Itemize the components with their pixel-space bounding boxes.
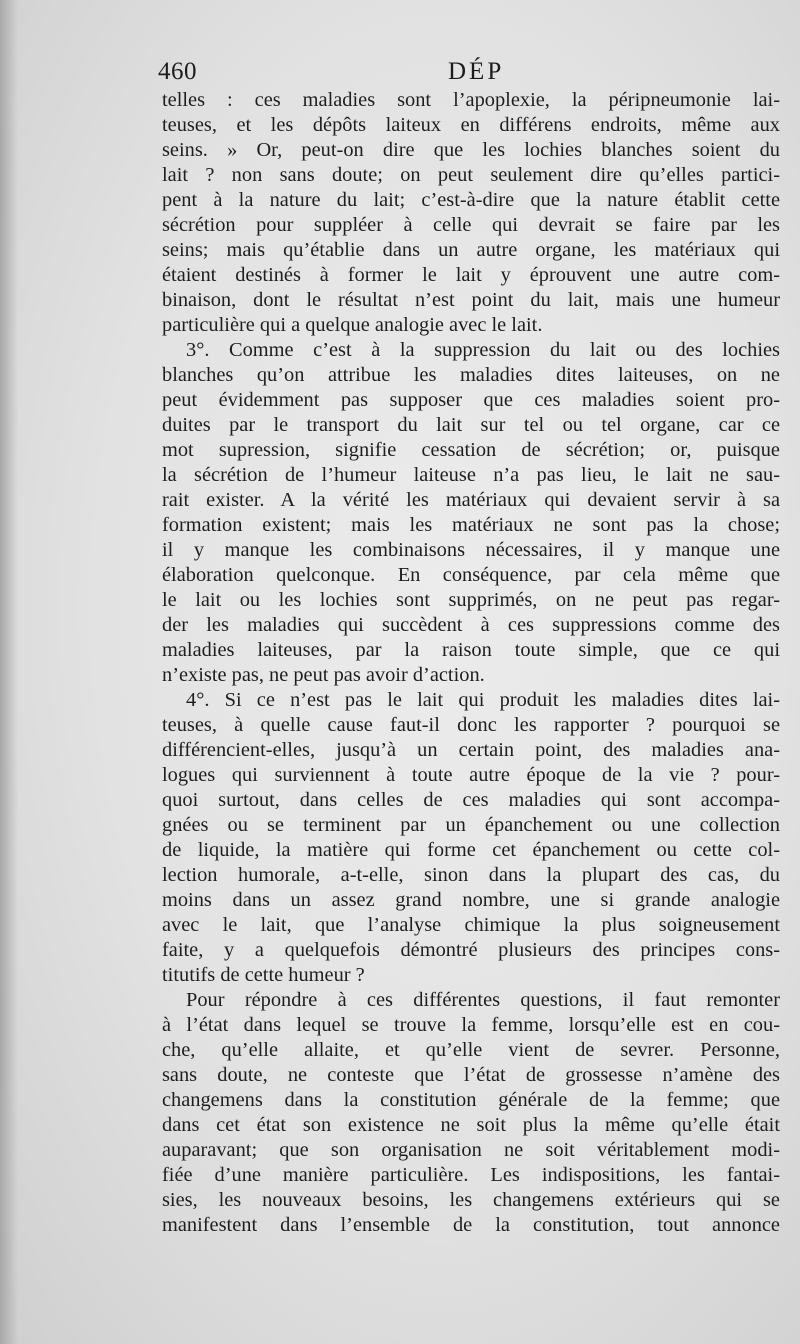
- text-line: teuses, et les dépôts laiteux en différens endroits, même aux: [162, 114, 780, 136]
- text-line: manifestent dans l’ensemble de la constitution, tout annonce: [162, 1214, 780, 1236]
- text-line: la sécrétion de l’humeur laiteuse n’a pas lieu, le lait ne sau-: [162, 464, 780, 486]
- text-line: logues qui surviennent à toute autre époque de la vie ? pour-: [162, 764, 780, 786]
- binding-gutter-shadow: [0, 0, 18, 1344]
- text-line: sans doute, ne conteste que l’état de grossesse n’amène des: [162, 1064, 780, 1086]
- text-line: duites par le transport du lait sur tel ou tel organe, car ce: [162, 414, 780, 436]
- text-line: seins. » Or, peut-on dire que les lochies blanches soient du: [162, 139, 780, 161]
- text-line: de liquide, la matière qui forme cet épanchement ou cette col-: [162, 839, 780, 861]
- text-line: 4°. Si ce n’est pas le lait qui produit les maladies dites lai-: [186, 689, 780, 711]
- text-line: dans cet état son existence ne soit plus la même qu’elle était: [162, 1114, 780, 1136]
- text-line: changemens dans la constitution générale de la femme; que: [162, 1089, 780, 1111]
- text-line: peut évidemment pas supposer que ces maladies soient pro-: [162, 389, 780, 411]
- text-line: formation existent; mais les matériaux ne sont pas la chose;: [162, 514, 780, 536]
- text-line: gnées ou se terminent par un épanchement ou une collection: [162, 814, 780, 836]
- text-line: quoi surtout, dans celles de ces maladies qui sont accompa-: [162, 789, 780, 811]
- body-text: [162, 88, 780, 1238]
- running-head: DÉP: [448, 58, 505, 85]
- text-line: titutifs de cette humeur ?: [162, 964, 365, 986]
- text-line: Pour répondre à ces différentes questions, il faut remonter: [186, 989, 780, 1011]
- text-line: à l’état dans lequel se trouve la femme, lorsqu’elle est en cou-: [162, 1014, 780, 1036]
- page-number: 460: [158, 58, 197, 85]
- text-line: faite, y a quelquefois démontré plusieurs des principes cons-: [162, 939, 780, 961]
- text-line: n’existe pas, ne peut pas avoir d’action.: [162, 664, 485, 686]
- text-line: différencient-elles, jusqu’à un certain point, des maladies ana-: [162, 739, 780, 761]
- text-line: mot supression, signifie cessation de sécrétion; or, puisque: [162, 439, 780, 461]
- text-line: pent à la nature du lait; c’est-à-dire que la nature établit cette: [162, 189, 780, 211]
- page-header: [158, 58, 778, 90]
- text-line: avec le lait, que l’analyse chimique la plus soigneusement: [162, 914, 780, 936]
- text-line: der les maladies qui succèdent à ces suppressions comme des: [162, 614, 780, 636]
- text-line: telles : ces maladies sont l’apoplexie, la péripneumonie lai-: [162, 89, 780, 111]
- text-line: élaboration quelconque. En conséquence, par cela même que: [162, 564, 780, 586]
- text-line: particulière qui a quelque analogie avec le lait.: [162, 314, 543, 336]
- text-line: sies, les nouveaux besoins, les changemens extérieurs qui se: [162, 1189, 780, 1211]
- text-line: le lait ou les lochies sont supprimés, on ne peut pas regar-: [162, 589, 780, 611]
- text-line: moins dans un assez grand nombre, une si grande analogie: [162, 889, 780, 911]
- text-line: auparavant; que son organisation ne soit véritablement modi-: [162, 1139, 780, 1161]
- text-line: teuses, à quelle cause faut-il donc les rapporter ? pourquoi se: [162, 714, 780, 736]
- text-line: rait exister. A la vérité les matériaux qui devaient servir à sa: [162, 489, 780, 511]
- text-line: lection humorale, a-t-elle, sinon dans la plupart des cas, du: [162, 864, 780, 886]
- text-line: fiée d’une manière particulière. Les indispositions, les fantai-: [162, 1164, 780, 1186]
- text-line: étaient destinés à former le lait y éprouvent une autre com-: [162, 264, 780, 286]
- text-line: maladies laiteuses, par la raison toute simple, que ce qui: [162, 639, 780, 661]
- text-line: 3°. Comme c’est à la suppression du lait ou des lochies: [186, 339, 780, 361]
- text-line: blanches qu’on attribue les maladies dites laiteuses, on ne: [162, 364, 780, 386]
- text-line: il y manque les combinaisons nécessaires, il y manque une: [162, 539, 780, 561]
- text-line: che, qu’elle allaite, et qu’elle vient de sevrer. Personne,: [162, 1039, 780, 1061]
- text-line: binaison, dont le résultat n’est point du lait, mais une humeur: [162, 289, 780, 311]
- text-line: seins; mais qu’établie dans un autre organe, les matériaux qui: [162, 239, 780, 261]
- text-line: sécrétion pour suppléer à celle qui devrait se faire par les: [162, 214, 780, 236]
- text-line: lait ? non sans doute; on peut seulement dire qu’elles partici-: [162, 164, 780, 186]
